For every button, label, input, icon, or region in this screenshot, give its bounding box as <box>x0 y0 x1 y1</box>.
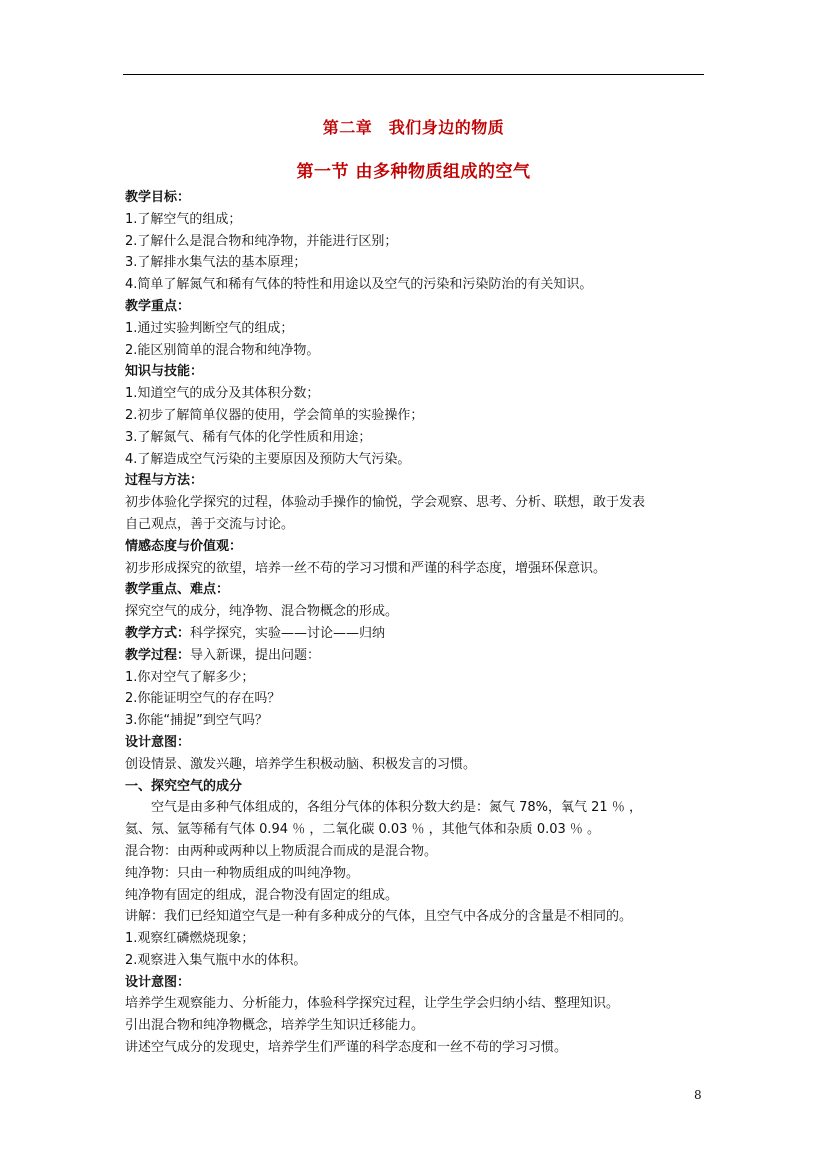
text-line: 2.你能证明空气的存在吗？ <box>125 691 281 707</box>
text-line: 1.你对空气了解多少； <box>125 669 255 685</box>
section-heading: 一、探究空气的成分 <box>125 778 243 794</box>
text-line: 1.通过实验判断空气的组成； <box>125 320 294 336</box>
text-line: 培养学生观察能力、分析能力，体验科学探究过程，让学生学会归纳小结、整理知识。 <box>125 996 620 1012</box>
text-line <box>125 645 707 667</box>
header-rule <box>123 74 704 75</box>
section-heading: 教学目标： <box>125 190 191 205</box>
text-line: 1.了解空气的组成； <box>125 211 242 227</box>
inline-text: 科学探究，实验——讨论——归纳 <box>190 625 386 641</box>
text-line: 2.初步了解简单仪器的使用，学会简单的实验操作； <box>125 407 424 423</box>
text-line: 初步体验化学探究的过程，体验动手操作的愉悦，学会观察、思考、分析、联想，敢于发表 <box>125 495 646 511</box>
text-line: 4.简单了解氮气和稀有气体的特性和用途以及空气的污染和污染防治的有关知识。 <box>125 277 593 293</box>
text-line: 2.观察进入集气瓶中水的体积。 <box>125 952 307 968</box>
text-line: 2.能区别简单的混合物和纯净物。 <box>125 342 320 358</box>
document-body <box>125 187 707 1059</box>
section-heading: 教学重点、难点： <box>125 582 230 598</box>
section-heading: 教学重点： <box>125 298 191 314</box>
text-line: 3.了解排水集气法的基本原理； <box>125 255 307 271</box>
text-line: 氦、氖、氩等稀有气体 0.94 ％ ，二氧化碳 0.03 ％ ，其他气体和杂质 0.03 ％ 。 <box>125 822 601 838</box>
text-line: 纯净物有固定的组成，混合物没有固定的组成。 <box>125 887 399 903</box>
text-line: 讲述空气成分的发现史，培养学生们严谨的科学态度和一丝不苟的学习习惯。 <box>125 1040 568 1056</box>
text-line: 3.了解氮气、稀有气体的化学性质和用途； <box>125 429 372 445</box>
text-line: 讲解：我们已经知道空气是一种有多种成分的气体，且空气中各成分的含量是不相同的。 <box>125 909 633 925</box>
page-number: 8 <box>694 1088 702 1102</box>
section-heading: 设计意图： <box>125 974 191 990</box>
inline-heading: 教学方式： <box>125 625 191 641</box>
text-line: 1.知道空气的成分及其体积分数； <box>125 386 320 402</box>
text-line: 空气是由多种气体组成的，各组分气体的体积分数大约是：氮气 78%，氧气 21 ％ ， <box>151 800 642 816</box>
section-heading: 过程与方法： <box>125 473 204 489</box>
text-line: 2.了解什么是混合物和纯净物，并能进行区别； <box>125 233 398 249</box>
text-line: 创设情景、激发兴趣，培养学生积极动脑、积极发言的习惯。 <box>125 756 477 772</box>
text-line: 自己观点，善于交流与讨论。 <box>125 516 295 532</box>
text-line: 纯净物：只由一种物质组成的叫纯净物。 <box>125 865 360 881</box>
chapter-title: 第二章 我们身边的物质 <box>322 118 505 137</box>
inline-text: 导入新课，提出问题： <box>190 647 321 663</box>
section-heading: 知识与技能： <box>125 364 204 380</box>
text-line: 初步形成探究的欲望，培养一丝不苟的学习习惯和严谨的科学态度，增强环保意识。 <box>125 560 607 576</box>
text-line: 引出混合物和纯净物概念，培养学生知识迁移能力。 <box>125 1018 425 1034</box>
inline-heading: 教学过程： <box>125 647 191 663</box>
section-title: 第一节 由多种物质组成的空气 <box>296 162 531 182</box>
section-heading: 设计意图： <box>125 734 191 750</box>
text-line: 3.你能“捕捉”到空气吗？ <box>125 713 268 729</box>
text-line: 混合物：由两种或两种以上物质混合而成的是混合物。 <box>125 843 438 859</box>
text-line: 4.了解造成空气污染的主要原因及预防大气污染。 <box>125 451 411 467</box>
text-line <box>125 623 707 645</box>
section-heading: 情感态度与价值观： <box>125 538 243 554</box>
text-line: 探究空气的成分，纯净物、混合物概念的形成。 <box>125 604 399 620</box>
text-line: 1.观察红磷燃烧现象； <box>125 931 255 947</box>
